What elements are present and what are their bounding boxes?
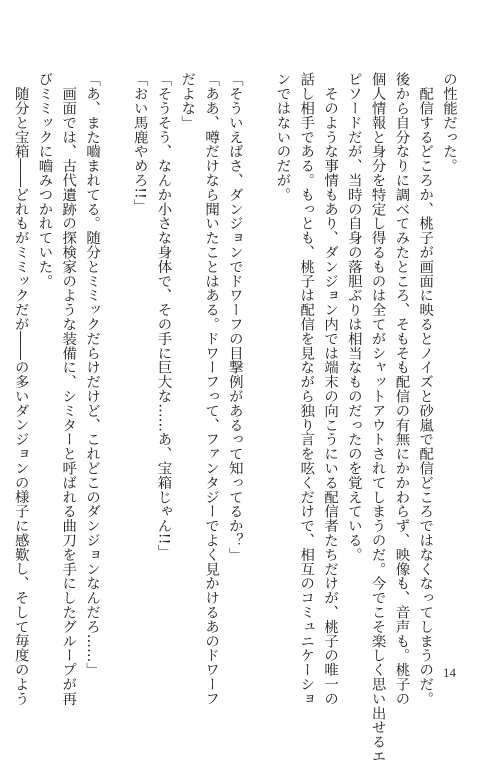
dialogue-line: 「あ、また嚙まれてる。随分とミミックだらけだけど、これどこのダンジョンなんだろ……」 [84,72,101,677]
text-line: 個人情報と身分を特定し得るものは全てがシャットアウトされてしまうのだ。今でこそ楽しく思い出せるエ [369,72,386,763]
text-line: 画面では、古代遺跡の探検家のような装備に、シミターと呼ばれる曲刀を手にしたグループが再 [60,72,77,706]
text-line: そのような事情もあり、ダンジョン内では端末の向こうにいる配信者たちだけが、桃子の唯一の [322,72,339,706]
dialogue-line: 「ああ、噂だけなら聞いたことはある。ドワーフって、ファンタジーでよく見かけるあのドワーフ [203,72,220,706]
dialogue-line: 「そういえばさ、ダンジョンでドワーフの目撃例があるって知ってるか？」 [226,72,243,562]
dialogue-line: だよな」 [179,72,196,130]
dialogue-line: 「そうそう、なんか小さな身体で、その手に巨大な……あ、宝箱じゃん!!」 [155,72,172,559]
text-line: 後から自分なりに調べてみたところ、そもそも配信の有無にかかわらず、映像も、音声も。桃子の [393,72,410,706]
blank-line [246,72,270,652]
text-line: 配信するどころか、桃子が画面に映るとノイズと砂嵐で配信どころではなくなってしまうのだ。 [417,72,434,706]
dialogue-line: 「おい馬鹿やめろ!!」 [131,72,148,214]
text-line: 随分と宝箱――どれもがミミックだが――の多いダンジョンの様子に感歎し、そして毎度のよう [12,72,29,706]
text-line: の性能だった。 [441,72,457,173]
text-line: ピソードだが、当時の自身の落胆ぶりは相当なものだったのを覚えている。 [345,72,362,562]
blank-line [103,72,127,652]
text-line: びミミックに嚙みつかれていた。 [36,72,53,288]
text-line: ンではないのだが。 [274,72,291,202]
text-line: 話し相手である。もっとも、桃子は配信を見ながら独り言を呟くだけで、相互のコミュニケーショ [298,72,315,706]
page-number: 14 [443,665,456,680]
